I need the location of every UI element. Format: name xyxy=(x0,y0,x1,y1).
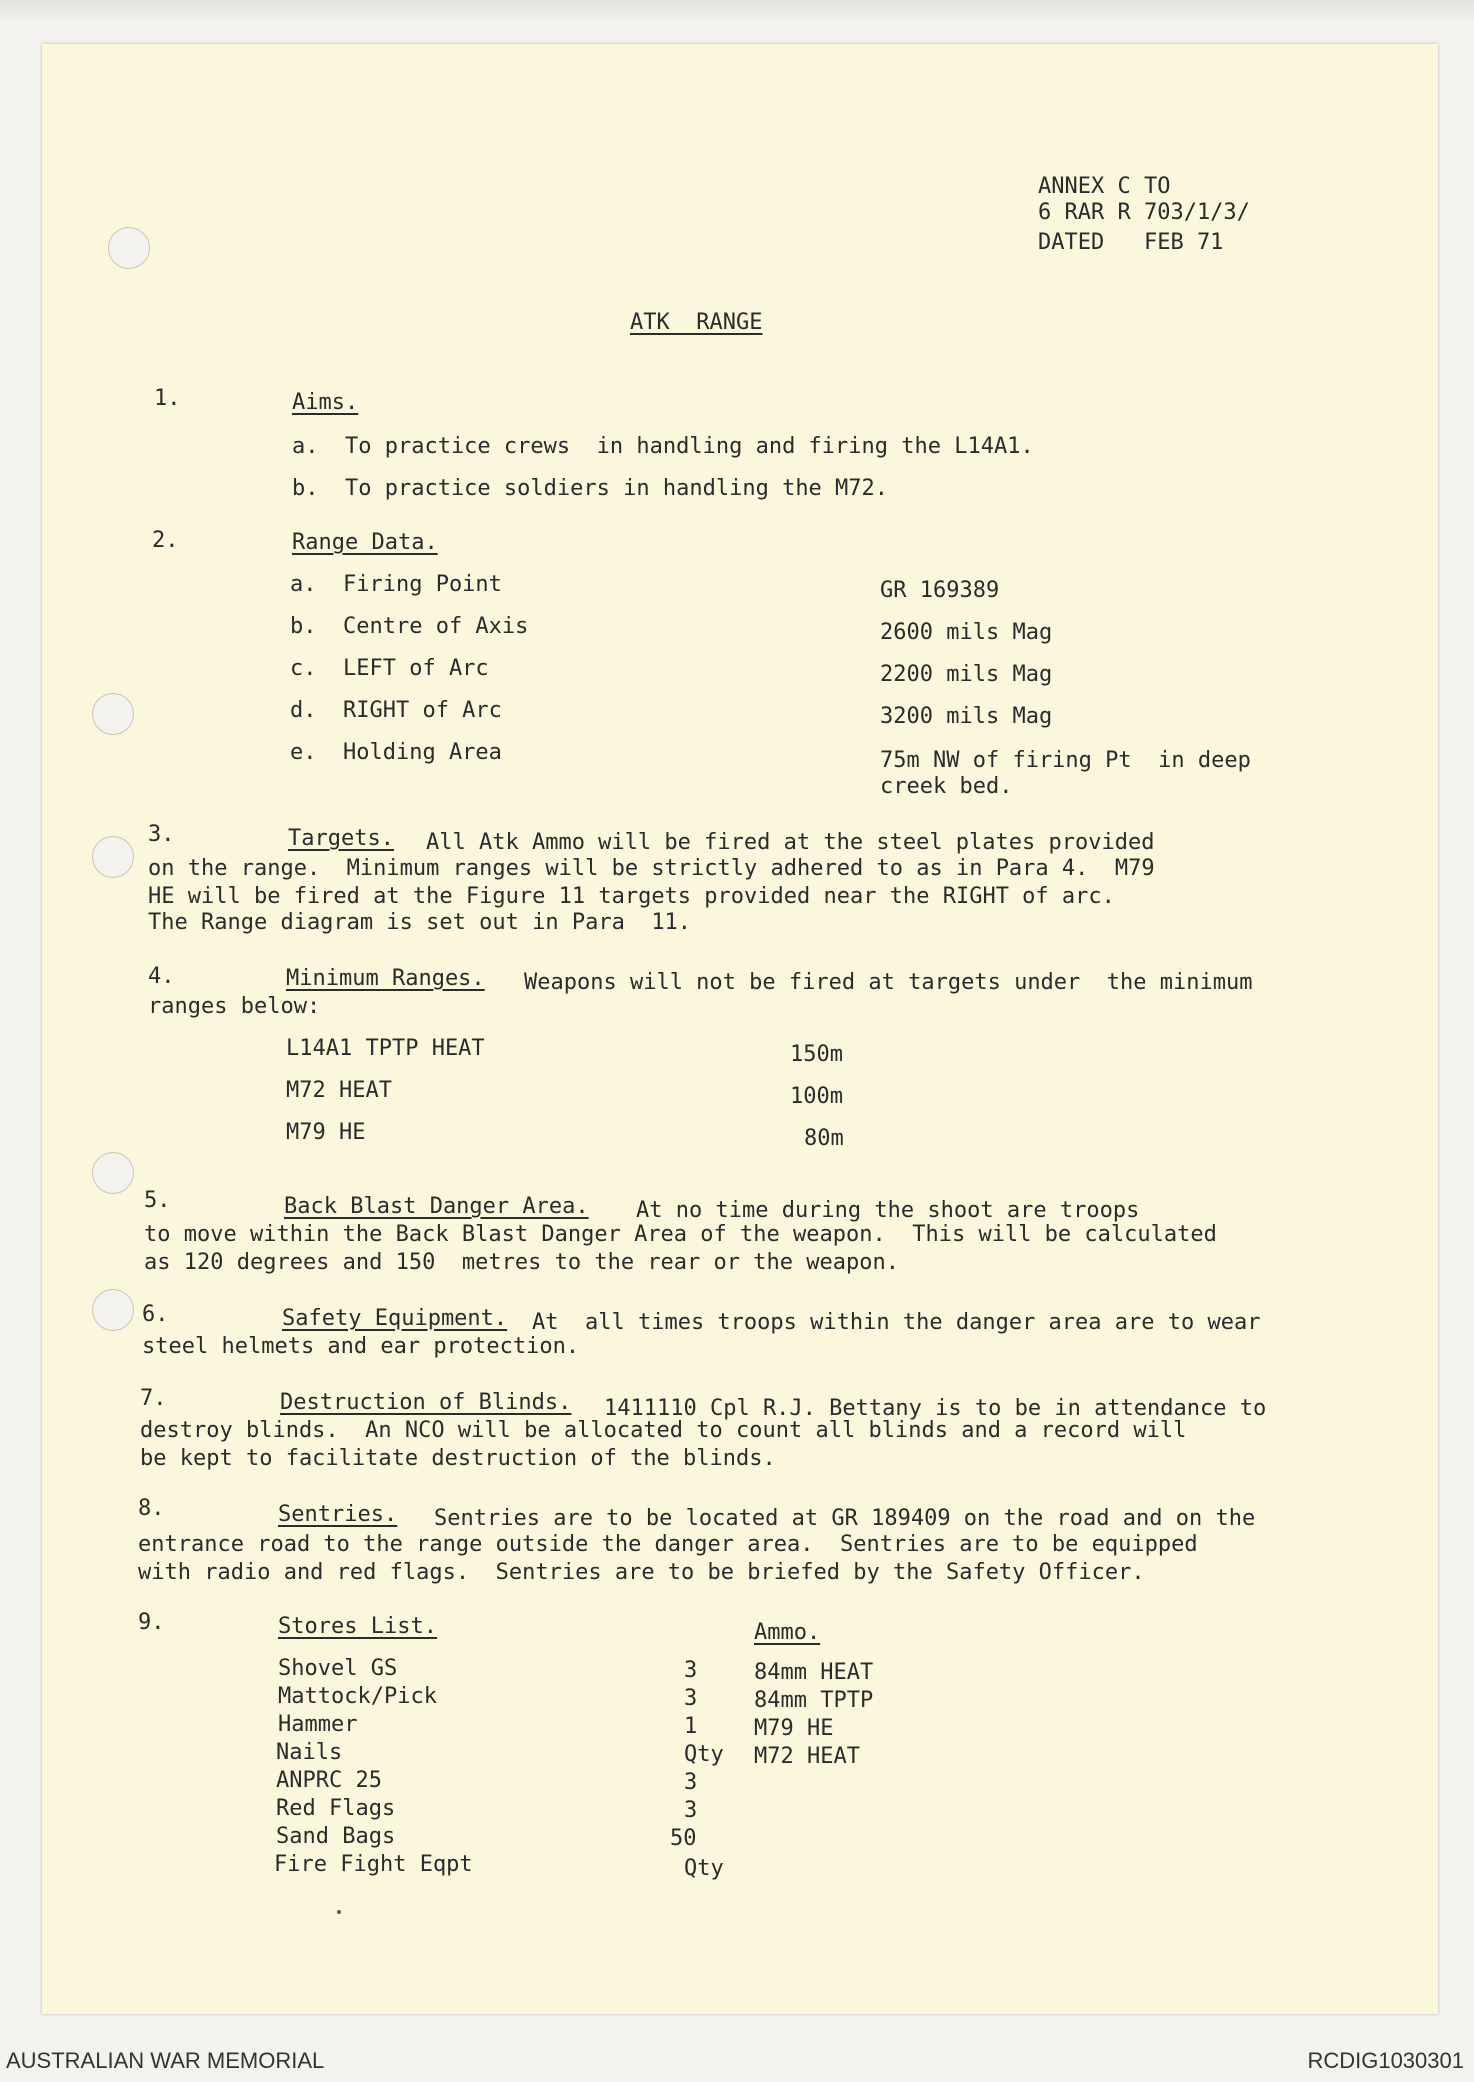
store-item: Nails xyxy=(276,1740,343,1765)
section-number: 7. xyxy=(140,1386,167,1411)
paragraph-line: destroy blinds. An NCO will be allocated to count all blinds and a record will xyxy=(140,1418,1187,1443)
paragraph-line: as 120 degrees and 150 metres to the rear or the weapon. xyxy=(144,1250,899,1275)
section-heading: Stores List. xyxy=(278,1614,437,1639)
ammo-item: 84mm HEAT xyxy=(754,1660,874,1685)
range-data-value: 2600 mils Mag xyxy=(880,620,1053,645)
range-data-value: 2200 mils Mag xyxy=(880,662,1053,687)
paragraph-line: on the range. Minimum ranges will be strictly adhered to as in Para 4. M79 xyxy=(148,856,1155,881)
paragraph-line: ranges below: xyxy=(148,994,321,1019)
store-qty: 3 xyxy=(684,1798,698,1823)
range-data-value-cont: creek bed. xyxy=(880,774,1013,799)
paragraph-line: All Atk Ammo will be fired at the steel plates provided xyxy=(426,830,1155,855)
punch-hole xyxy=(92,836,134,878)
store-item: Hammer xyxy=(278,1712,358,1737)
paragraph-line: entrance road to the range outside the danger area. Sentries are to be equipped xyxy=(138,1532,1198,1557)
ammo-item: 84mm TPTP xyxy=(754,1688,874,1713)
ink-speck xyxy=(337,1910,341,1914)
paragraph-line: Sentries are to be located at GR 189409 on the road and on the xyxy=(434,1506,1256,1531)
paragraph-line: steel helmets and ear protection. xyxy=(142,1334,580,1359)
scanner-top-strip xyxy=(0,0,1474,22)
section-number: 2. xyxy=(152,528,179,553)
store-item: Sand Bags xyxy=(276,1824,396,1849)
store-item: Fire Fight Eqpt xyxy=(274,1852,473,1877)
paragraph-line: 1411110 Cpl R.J. Bettany is to be in attendance to xyxy=(604,1396,1267,1421)
paragraph-line: HE will be fired at the Figure 11 targets provided near the RIGHT of arc. xyxy=(148,884,1115,909)
archive-credit: AUSTRALIAN WAR MEMORIAL xyxy=(6,2048,325,2073)
paragraph-line: with radio and red flags. Sentries are to be briefed by the Safety Officer. xyxy=(138,1560,1145,1585)
minimum-range: 80m xyxy=(804,1126,844,1151)
ammo-item: M79 HE xyxy=(754,1716,834,1741)
range-data-label: b. Centre of Axis xyxy=(290,614,529,639)
section-number: 5. xyxy=(144,1188,171,1213)
weapon-name: L14A1 TPTP HEAT xyxy=(286,1036,485,1061)
store-qty: 3 xyxy=(684,1770,698,1795)
section-heading: Targets. xyxy=(288,826,394,851)
paragraph-line: At no time during the shoot are troops xyxy=(636,1198,1140,1223)
paragraph-line: At all times troops within the danger area are to wear xyxy=(532,1310,1261,1335)
aim-item: a. To practice crews in handling and firing the L14A1. xyxy=(292,434,1034,459)
paragraph-line: Weapons will not be fired at targets under the minimum xyxy=(524,970,1253,995)
section-heading: Aims. xyxy=(292,390,359,415)
punch-hole xyxy=(92,1289,134,1331)
section-heading: Destruction of Blinds. xyxy=(280,1390,572,1415)
paragraph-line: be kept to facilitate destruction of the blinds. xyxy=(140,1446,776,1471)
section-number: 9. xyxy=(138,1610,165,1635)
store-qty: 1 xyxy=(684,1714,698,1739)
section-heading: Back Blast Danger Area. xyxy=(284,1194,589,1219)
ammo-heading: Ammo. xyxy=(754,1620,821,1645)
range-data-label: c. LEFT of Arc xyxy=(290,656,489,681)
weapon-name: M72 HEAT xyxy=(286,1078,392,1103)
section-number: 1. xyxy=(154,386,181,411)
store-qty: 3 xyxy=(684,1686,698,1711)
paragraph-line: The Range diagram is set out in Para 11. xyxy=(148,910,692,935)
store-item: Mattock/Pick xyxy=(278,1684,437,1709)
paragraph-line: to move within the Back Blast Danger Area of the weapon. This will be calculated xyxy=(144,1222,1217,1247)
store-qty: Qty xyxy=(684,1742,724,1767)
document-page xyxy=(42,44,1438,2014)
store-qty: 50 xyxy=(670,1826,697,1851)
ammo-item: M72 HEAT xyxy=(754,1744,860,1769)
store-item: Shovel GS xyxy=(278,1656,398,1681)
weapon-name: M79 HE xyxy=(286,1120,366,1145)
range-data-label: e. Holding Area xyxy=(290,740,502,765)
annex-line: ANNEX C TO xyxy=(1038,174,1171,199)
punch-hole xyxy=(92,1152,134,1194)
aim-item: b. To practice soldiers in handling the M72. xyxy=(292,476,889,501)
store-item: Red Flags xyxy=(276,1796,396,1821)
reference-line: 6 RAR R 703/1/3/ xyxy=(1038,200,1250,225)
range-data-label: a. Firing Point xyxy=(290,572,502,597)
dated-line: DATED FEB 71 xyxy=(1038,230,1224,255)
section-heading: Safety Equipment. xyxy=(282,1306,508,1331)
range-data-value: GR 169389 xyxy=(880,578,1000,603)
section-heading: Minimum Ranges. xyxy=(286,966,485,991)
store-qty: Qty xyxy=(684,1856,724,1881)
store-item: ANPRC 25 xyxy=(276,1768,382,1793)
section-number: 8. xyxy=(138,1496,165,1521)
range-data-label: d. RIGHT of Arc xyxy=(290,698,502,723)
section-heading: Sentries. xyxy=(278,1502,398,1527)
section-heading: Range Data. xyxy=(292,530,438,555)
range-data-value: 75m NW of firing Pt in deep xyxy=(880,748,1251,773)
store-qty: 3 xyxy=(684,1658,698,1683)
minimum-range: 150m xyxy=(790,1042,843,1067)
minimum-range: 100m xyxy=(790,1084,843,1109)
section-number: 6. xyxy=(142,1302,169,1327)
section-number: 3. xyxy=(148,822,175,847)
archive-id: RCDIG1030301 xyxy=(1307,2048,1464,2073)
page-title: ATK RANGE xyxy=(630,310,763,335)
section-number: 4. xyxy=(148,964,175,989)
range-data-value: 3200 mils Mag xyxy=(880,704,1053,729)
punch-hole xyxy=(92,693,134,735)
punch-hole xyxy=(108,227,150,269)
